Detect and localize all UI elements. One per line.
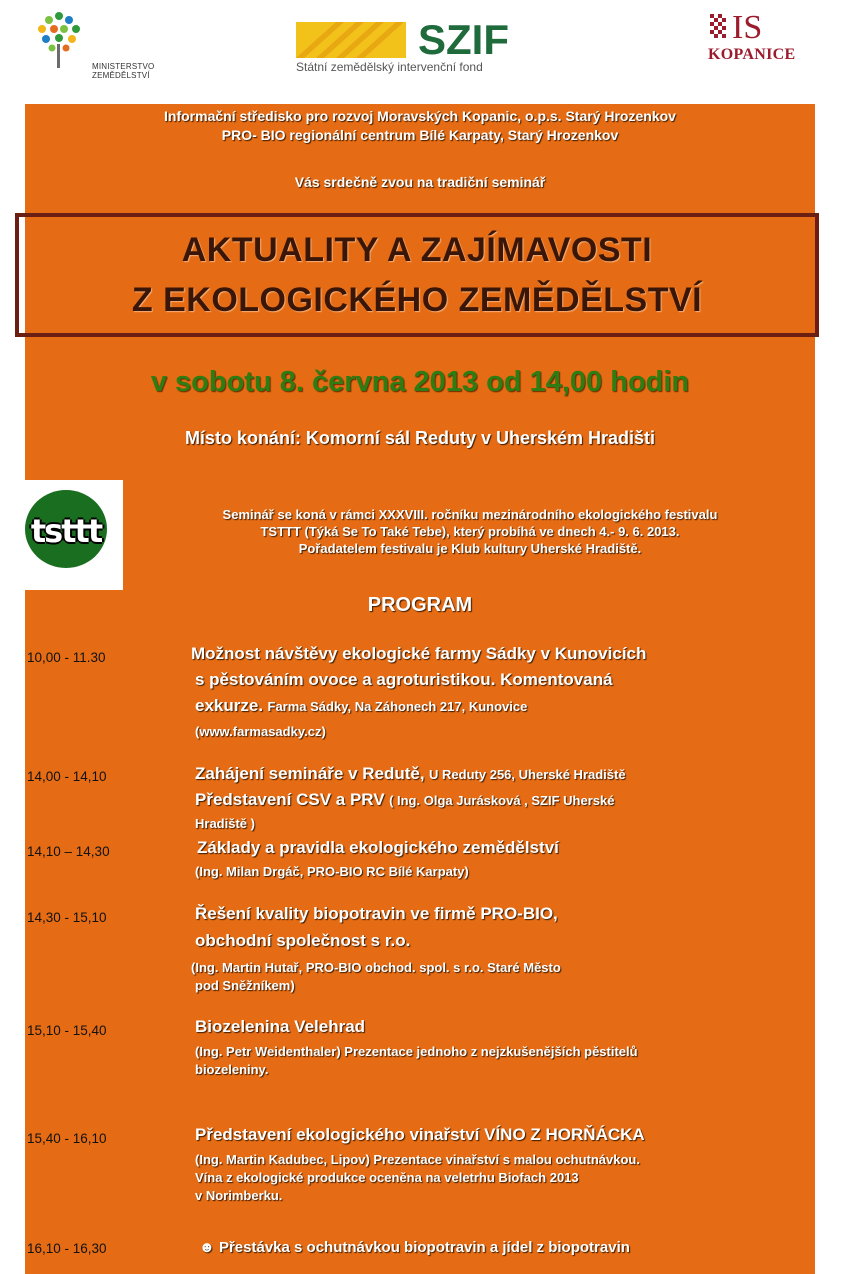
title-box (15, 213, 819, 337)
program-note: (Ing. Martin Hutař, PRO-BIO obchod. spol. s r.o. Staré Město (191, 960, 561, 975)
program-note: ( Ing. Olga Jurásková , SZIF Uherské (389, 793, 615, 808)
program-note: (Ing. Milan Drgáč, PRO-BIO RC Bílé Karpaty) (195, 864, 469, 879)
program-title-row (195, 790, 614, 810)
festival-line-2: TSTTT (Týká Se To Také Tebe), který probíhá ve dnech 4.- 9. 6. 2013. (260, 524, 680, 539)
title-line-2: Z EKOLOGICKÉHO ZEMĚDĚLSTVÍ (131, 281, 703, 319)
venue-line: Místo konání: Komorní sál Reduty v Uherském Hradišti (184, 428, 656, 448)
program-time: 15,40 - 16,10 (27, 1131, 107, 1146)
program-note: (www.farmasadky.cz) (195, 724, 326, 739)
program-note: v Norimberku. (195, 1188, 283, 1203)
festival-line-3: Pořadatelem festivalu je Klub kultury Uherské Hradiště. (298, 541, 642, 556)
program-time: 10,00 - 11.30 (27, 650, 106, 665)
title-line-1: AKTUALITY A ZAJÍMAVOSTI (181, 231, 653, 269)
tsttt-logo-circle (25, 490, 107, 568)
program-note: U Reduty 256, Uherské Hradiště (429, 767, 626, 782)
program-title: Přestávka s ochutnávkou biopotravin a jídel z biopotravin (218, 1239, 630, 1256)
program-note: biozeleniny. (195, 1062, 269, 1077)
szif-name: SZIF (418, 16, 509, 63)
program-title: Základy a pravidla ekologického zemědělství (197, 838, 559, 857)
program-title: exkurze. (195, 696, 264, 715)
embroidery-pattern-icon (708, 12, 730, 40)
program-title: Řešení kvality biopotravin ve firmě PRO-BIO, (195, 904, 558, 923)
kopanice-name: KOPANICE (708, 46, 796, 63)
program-title: Představení CSV a PRV (195, 790, 385, 809)
program-time: 14,00 - 14,10 (27, 769, 107, 784)
program-title: Zahájení semináře v Redutě, (195, 764, 425, 783)
invitation-text: Vás srdečně zvou na tradiční seminář (294, 174, 546, 190)
ministry-name: MINISTERSTVO ZEMĚDĚLSTVÍ (92, 62, 155, 80)
program-note: (Ing. Martin Kadubec, Lipov) Prezentace vinařství s malou ochutnávkou. (195, 1152, 640, 1167)
ministry-logo (30, 10, 200, 80)
is-name: IS (732, 9, 763, 46)
program-title-row (195, 696, 527, 716)
program-title-row (199, 1239, 630, 1256)
program-note: Hradiště ) (195, 816, 255, 831)
field-stripes-icon (296, 22, 406, 58)
program-title: Možnost návštěvy ekologické farmy Sádky v Kunovicích (191, 644, 647, 663)
szif-subtitle: Státní zemědělský intervenční fond (296, 60, 483, 74)
szif-logo (296, 18, 546, 80)
tsttt-logo-text: tsttt (30, 512, 102, 550)
program-note: (Ing. Petr Weidenthaler) Prezentace jednoho z nejzkušenějších pěstitelů (195, 1044, 638, 1059)
organizer-line-1: Informační středisko pro rozvoj Moravských Kopanic, o.p.s. Starý Hrozenkov (164, 108, 676, 124)
program-note: Vína z ekologické produkce oceněna na veletrhu Biofach 2013 (195, 1170, 579, 1185)
program-time: 14,10 – 14,30 (27, 844, 110, 859)
poster (25, 104, 815, 1274)
program-title: Představení ekologického vinařství VÍNO Z HORŇÁCKA (195, 1125, 645, 1144)
program-heading: PROGRAM (367, 594, 473, 616)
organizer-line-2: PRO- BIO regionální centrum Bílé Karpaty, Starý Hrozenkov (221, 127, 619, 143)
program-time: 16,10 - 16,30 (27, 1241, 107, 1256)
smiley-icon: ☻ (199, 1239, 215, 1256)
is-kopanice-logo (706, 10, 796, 70)
tsttt-logo (22, 480, 123, 590)
festival-line-1: Seminář se koná v rámci XXXVIII. ročníku mezinárodního ekologického festivalu (222, 507, 718, 522)
program-title-row (195, 764, 626, 784)
program-time: 15,10 - 15,40 (27, 1023, 107, 1038)
program-note: Farma Sádky, Na Záhonech 217, Kunovice (267, 699, 528, 714)
program-title: obchodní společnost s r.o. (195, 931, 411, 950)
program-time: 14,30 - 15,10 (27, 910, 107, 925)
program-note: pod Sněžníkem) (195, 978, 295, 993)
tree-leaves-icon (34, 10, 84, 72)
program-title: s pěstováním ovoce a agroturistikou. Komentovaná (195, 670, 613, 689)
program-title: Biozelenina Velehrad (195, 1017, 366, 1036)
date-line: v sobotu 8. června 2013 od 14,00 hodin (150, 366, 690, 398)
